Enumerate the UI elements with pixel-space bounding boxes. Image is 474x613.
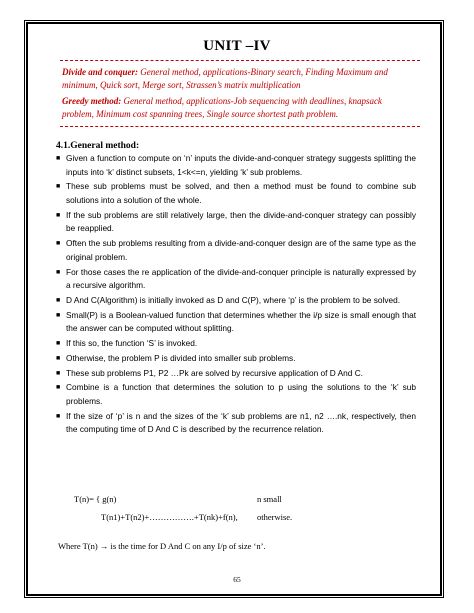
greedy-label: Greedy method: xyxy=(62,96,122,106)
greedy-text: General method, applications-Job sequencing with deadlines, knapsack problem, Minimum cost spanning trees, Single source shortest path problem. xyxy=(62,96,382,119)
dc-text: General method, applications-Binary search, Finding Maximum and minimum, Quick sort, Merge sort, Strassen’s matrix multiplication xyxy=(62,67,388,90)
bullet-icon: ■ xyxy=(56,311,61,319)
bullet-icon: ■ xyxy=(56,211,61,219)
formula-line-1-right: n small xyxy=(257,494,282,504)
section-heading: 4.1.General method: xyxy=(56,141,140,151)
unit-title: UNIT –IV xyxy=(203,38,271,54)
bullet-icon: ■ xyxy=(56,183,61,191)
dc-label: Divide and conquer: xyxy=(62,67,138,77)
list-item: ■ Otherwise, the problem P is divided into smaller sub problems. xyxy=(56,352,416,366)
list-item: ■ These sub problems must be solved, and then a method must be found to combine sub solutions into a solution of the whole. xyxy=(56,181,416,205)
bullet-icon: ■ xyxy=(56,240,61,248)
divider-bottom xyxy=(60,126,420,127)
bullet-icon: ■ xyxy=(56,354,61,362)
where-note: Where T(n) → is the time for D And C on any I/p of size ‘n’. xyxy=(58,541,266,551)
syllabus-greedy xyxy=(62,95,416,120)
list-item: ■ If this so, the function ‘S’ is invoked. xyxy=(56,337,416,351)
bullet-icon: ■ xyxy=(56,384,61,392)
list-item: ■ D And C(Algorithm) is initially invoked as D and C(P), where ‘p’ is the problem to be solved. xyxy=(56,294,416,308)
syllabus-divide-conquer xyxy=(62,66,416,91)
bullet-icon: ■ xyxy=(56,296,61,304)
list-item: ■ If the sub problems are still relatively large, then the divide-and-conquer strategy can possibly be reapplied. xyxy=(56,209,416,234)
formula-line-2-right: otherwise. xyxy=(257,512,293,522)
list-item: ■ If the size of ‘p’ is n and the sizes of the ‘k’ sub problems are n1, n2 ….nk, respectively, then the computing time of D And C is described by the recurrence relation. xyxy=(56,410,416,435)
bullet-list xyxy=(56,152,416,438)
formula-line-1-left: T(n)= { g(n) xyxy=(74,494,117,504)
bullet-icon: ■ xyxy=(56,369,61,377)
list-item: ■ Combine is a function that determines the solution to p using the solutions to the ‘k’ sub problems. xyxy=(56,382,416,406)
list-item: ■ Small(P) is a Boolean-valued function that determines whether the i/p size is small enough that the answer can be computed without splitting. xyxy=(56,309,416,334)
list-item: ■ These sub problems P1, P2 …Pk are solved by recursive application of D And C. xyxy=(56,367,416,381)
bullet-icon: ■ xyxy=(56,155,61,162)
list-item: ■ Often the sub problems resulting from a divide-and-conquer design are of the same type as the original problem. xyxy=(56,238,416,262)
bullet-icon: ■ xyxy=(56,412,61,420)
list-item: ■ For those cases the re application of the divide-and-conquer principle is naturally expressed by a recursive algorithm. xyxy=(56,266,416,291)
bullet-icon: ■ xyxy=(56,268,61,276)
formula-line-2-left: T(n1)+T(n2)+…………….+T(nk)+f(n), xyxy=(101,512,238,522)
bullet-icon: ■ xyxy=(56,340,61,348)
page-number: 65 xyxy=(233,575,241,584)
divider-top xyxy=(60,60,420,61)
list-item: ■ Given a function to compute on ‘n’ inputs the divide-and-conquer strategy suggests splitting the inputs into ‘k’ distinct subsets, 1<k<=n, yielding ‘k’ sub problems. xyxy=(56,153,416,177)
